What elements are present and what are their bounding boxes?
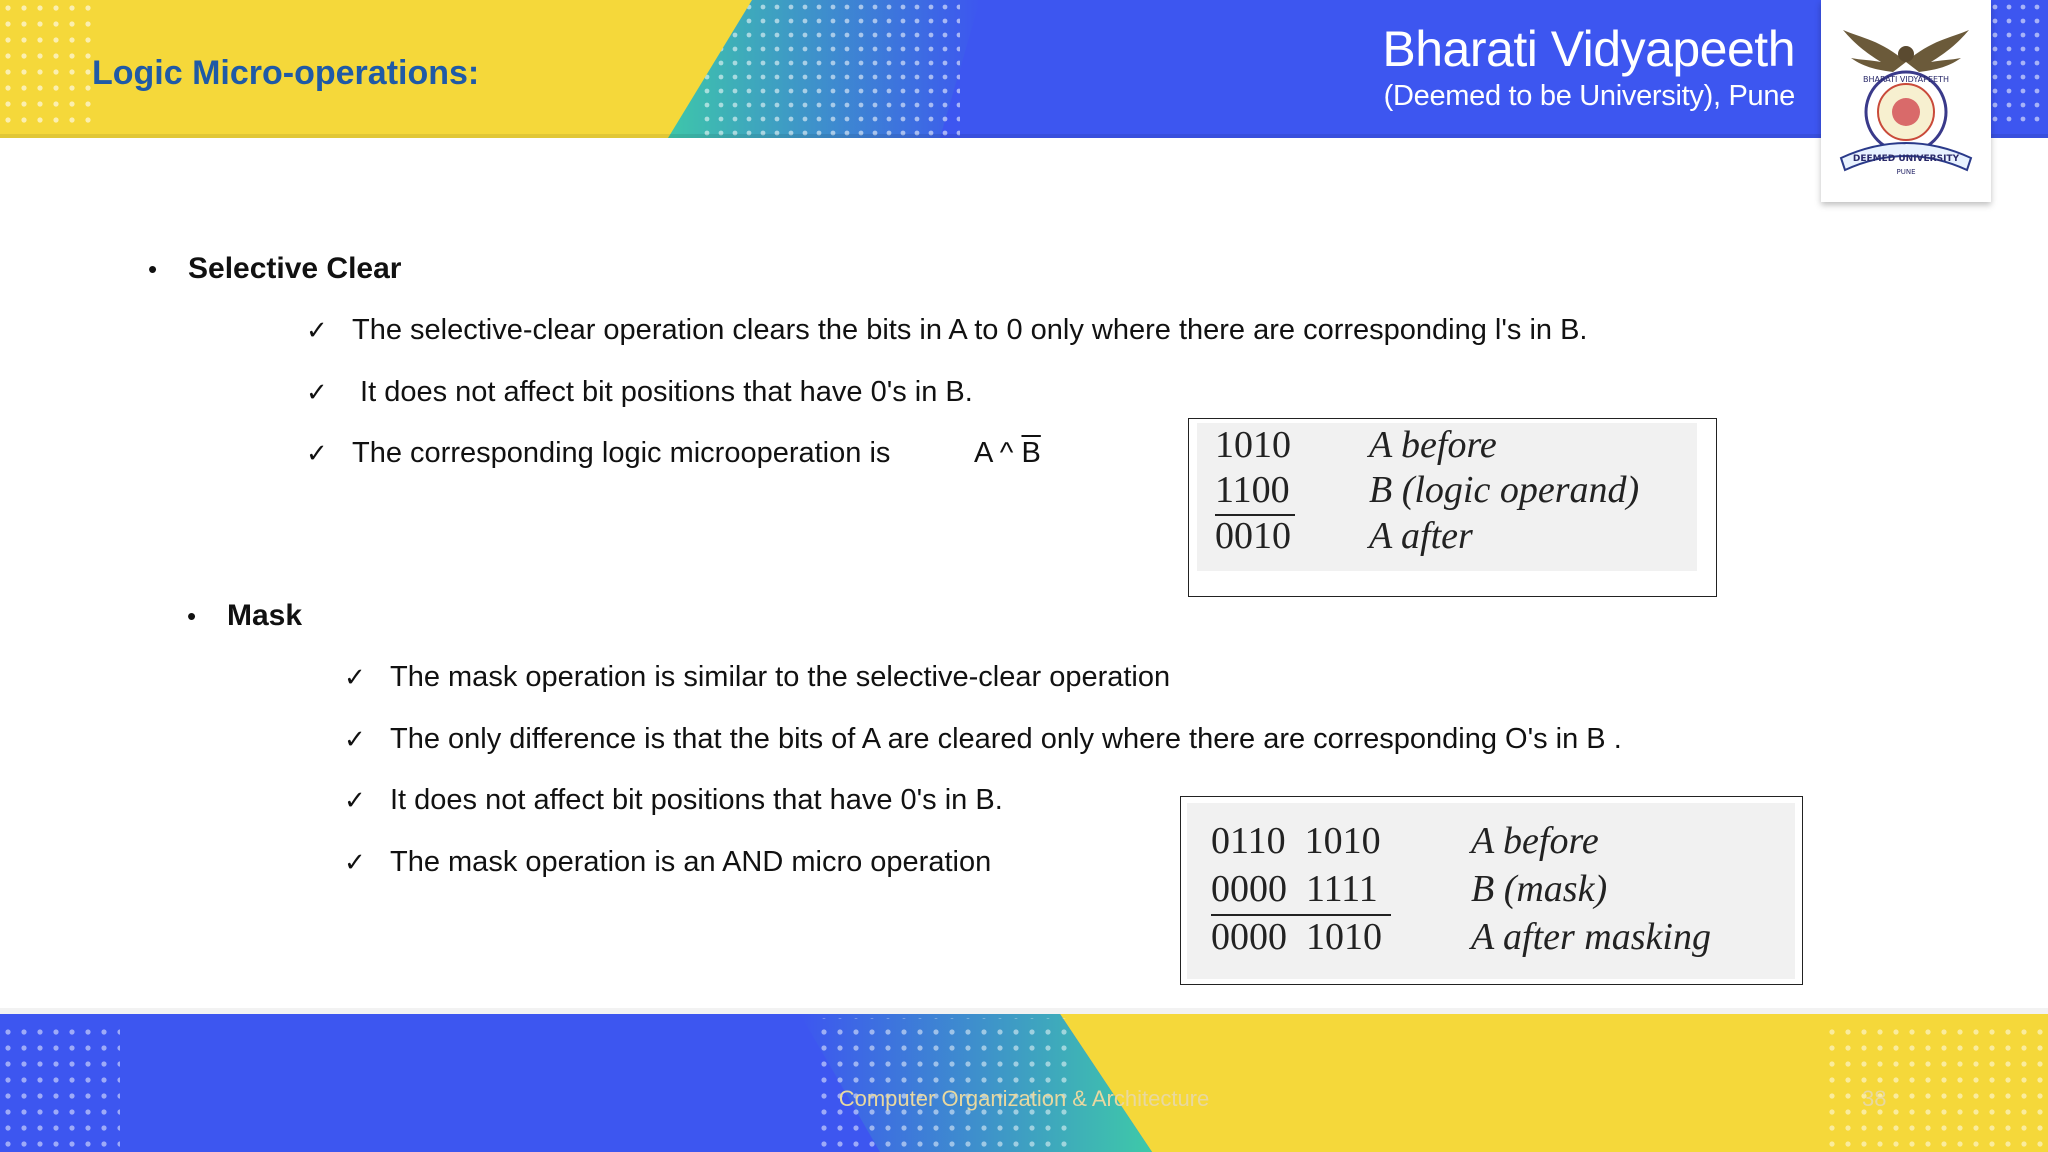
footer-background — [0, 1008, 2048, 1152]
table-row — [1215, 514, 1291, 558]
table-row — [1211, 867, 1378, 911]
bits-value: 0110 1010 — [1211, 820, 1381, 862]
check-icon: ✓ — [344, 848, 366, 878]
table-row-label — [1369, 423, 1497, 467]
header-band — [0, 0, 2048, 138]
bullet-icon: • — [148, 254, 158, 284]
table-row-label — [1369, 468, 1639, 512]
section-heading: Selective Clear — [188, 252, 402, 285]
table-row — [1215, 468, 1290, 512]
list-item — [344, 661, 1170, 694]
bits-value: 0000 1111 — [1211, 868, 1378, 910]
row-label: A after masking — [1471, 916, 1711, 958]
selective-clear-table — [1188, 418, 1717, 597]
brand-subtitle: (Deemed to be University), Pune — [1383, 80, 1795, 112]
bits-value: 0010 — [1215, 515, 1291, 557]
check-icon: ✓ — [306, 316, 328, 346]
bits-value: 1010 — [1215, 424, 1291, 466]
svg-text:PUNE: PUNE — [1896, 168, 1916, 176]
row-label: A before — [1471, 820, 1599, 862]
logo-emblem-icon — [1821, 0, 1991, 202]
check-icon: ✓ — [306, 378, 328, 408]
expression-left: A ^ — [974, 437, 1022, 469]
logic-expression — [974, 437, 1041, 470]
check-icon: ✓ — [344, 786, 366, 816]
table-row-label — [1471, 867, 1607, 911]
check-icon: ✓ — [306, 439, 328, 469]
brand-name: Bharati Vidyapeeth — [1382, 21, 1795, 77]
point-text: It does not affect bit positions that have 0's in B. — [352, 376, 973, 408]
list-item — [306, 437, 890, 470]
section-selective-clear — [148, 252, 401, 286]
bits-value: 1100 — [1215, 469, 1290, 511]
table-row — [1211, 819, 1381, 863]
section-heading: Mask — [227, 599, 303, 632]
svg-text:DEEMED UNIVERSITY: DEEMED UNIVERSITY — [1852, 154, 1960, 164]
list-item — [344, 846, 991, 879]
point-text: The only difference is that the bits of A are cleared only where there are corresponding O's in B . — [390, 723, 1622, 755]
table-row — [1211, 915, 1382, 959]
table-row-label — [1369, 514, 1473, 558]
footer-band — [0, 1008, 2048, 1152]
bullet-icon: • — [187, 601, 197, 631]
section-mask — [187, 599, 302, 633]
row-label: A after — [1369, 515, 1473, 557]
table-row-label — [1471, 819, 1599, 863]
university-logo — [1821, 0, 1991, 202]
list-item — [306, 376, 973, 409]
mask-table — [1180, 796, 1803, 985]
row-label: A before — [1369, 424, 1497, 466]
point-text: The corresponding logic microoperation is — [352, 437, 891, 469]
page-number: 38 — [1862, 1086, 1887, 1111]
row-label: B (mask) — [1471, 868, 1608, 910]
list-item — [344, 723, 1622, 756]
point-text: The mask operation is an AND micro operation — [390, 846, 992, 878]
check-icon: ✓ — [344, 663, 366, 693]
row-label: B (logic operand) — [1369, 469, 1640, 511]
bits-value: 0000 1010 — [1211, 916, 1382, 958]
expression-complement: $\overline{B}$ — [1021, 437, 1041, 469]
check-icon: ✓ — [344, 725, 366, 755]
point-text: The selective-clear operation clears the bits in A to 0 only where there are corresponding l's in B. — [352, 314, 1588, 346]
footer-course-title: Computer Organization & Architecture — [838, 1086, 1210, 1111]
svg-text:BHARATI VIDYAPEETH: BHARATI VIDYAPEETH — [1863, 75, 1949, 84]
point-text: It does not affect bit positions that have 0's in B. — [390, 784, 1003, 816]
list-item — [344, 784, 1003, 817]
list-item — [306, 314, 1587, 347]
point-text: The mask operation is similar to the selective-clear operation — [390, 661, 1171, 693]
slide-title: Logic Micro-operations: — [92, 54, 480, 92]
table-row-label — [1471, 915, 1711, 959]
table-row — [1215, 423, 1291, 467]
